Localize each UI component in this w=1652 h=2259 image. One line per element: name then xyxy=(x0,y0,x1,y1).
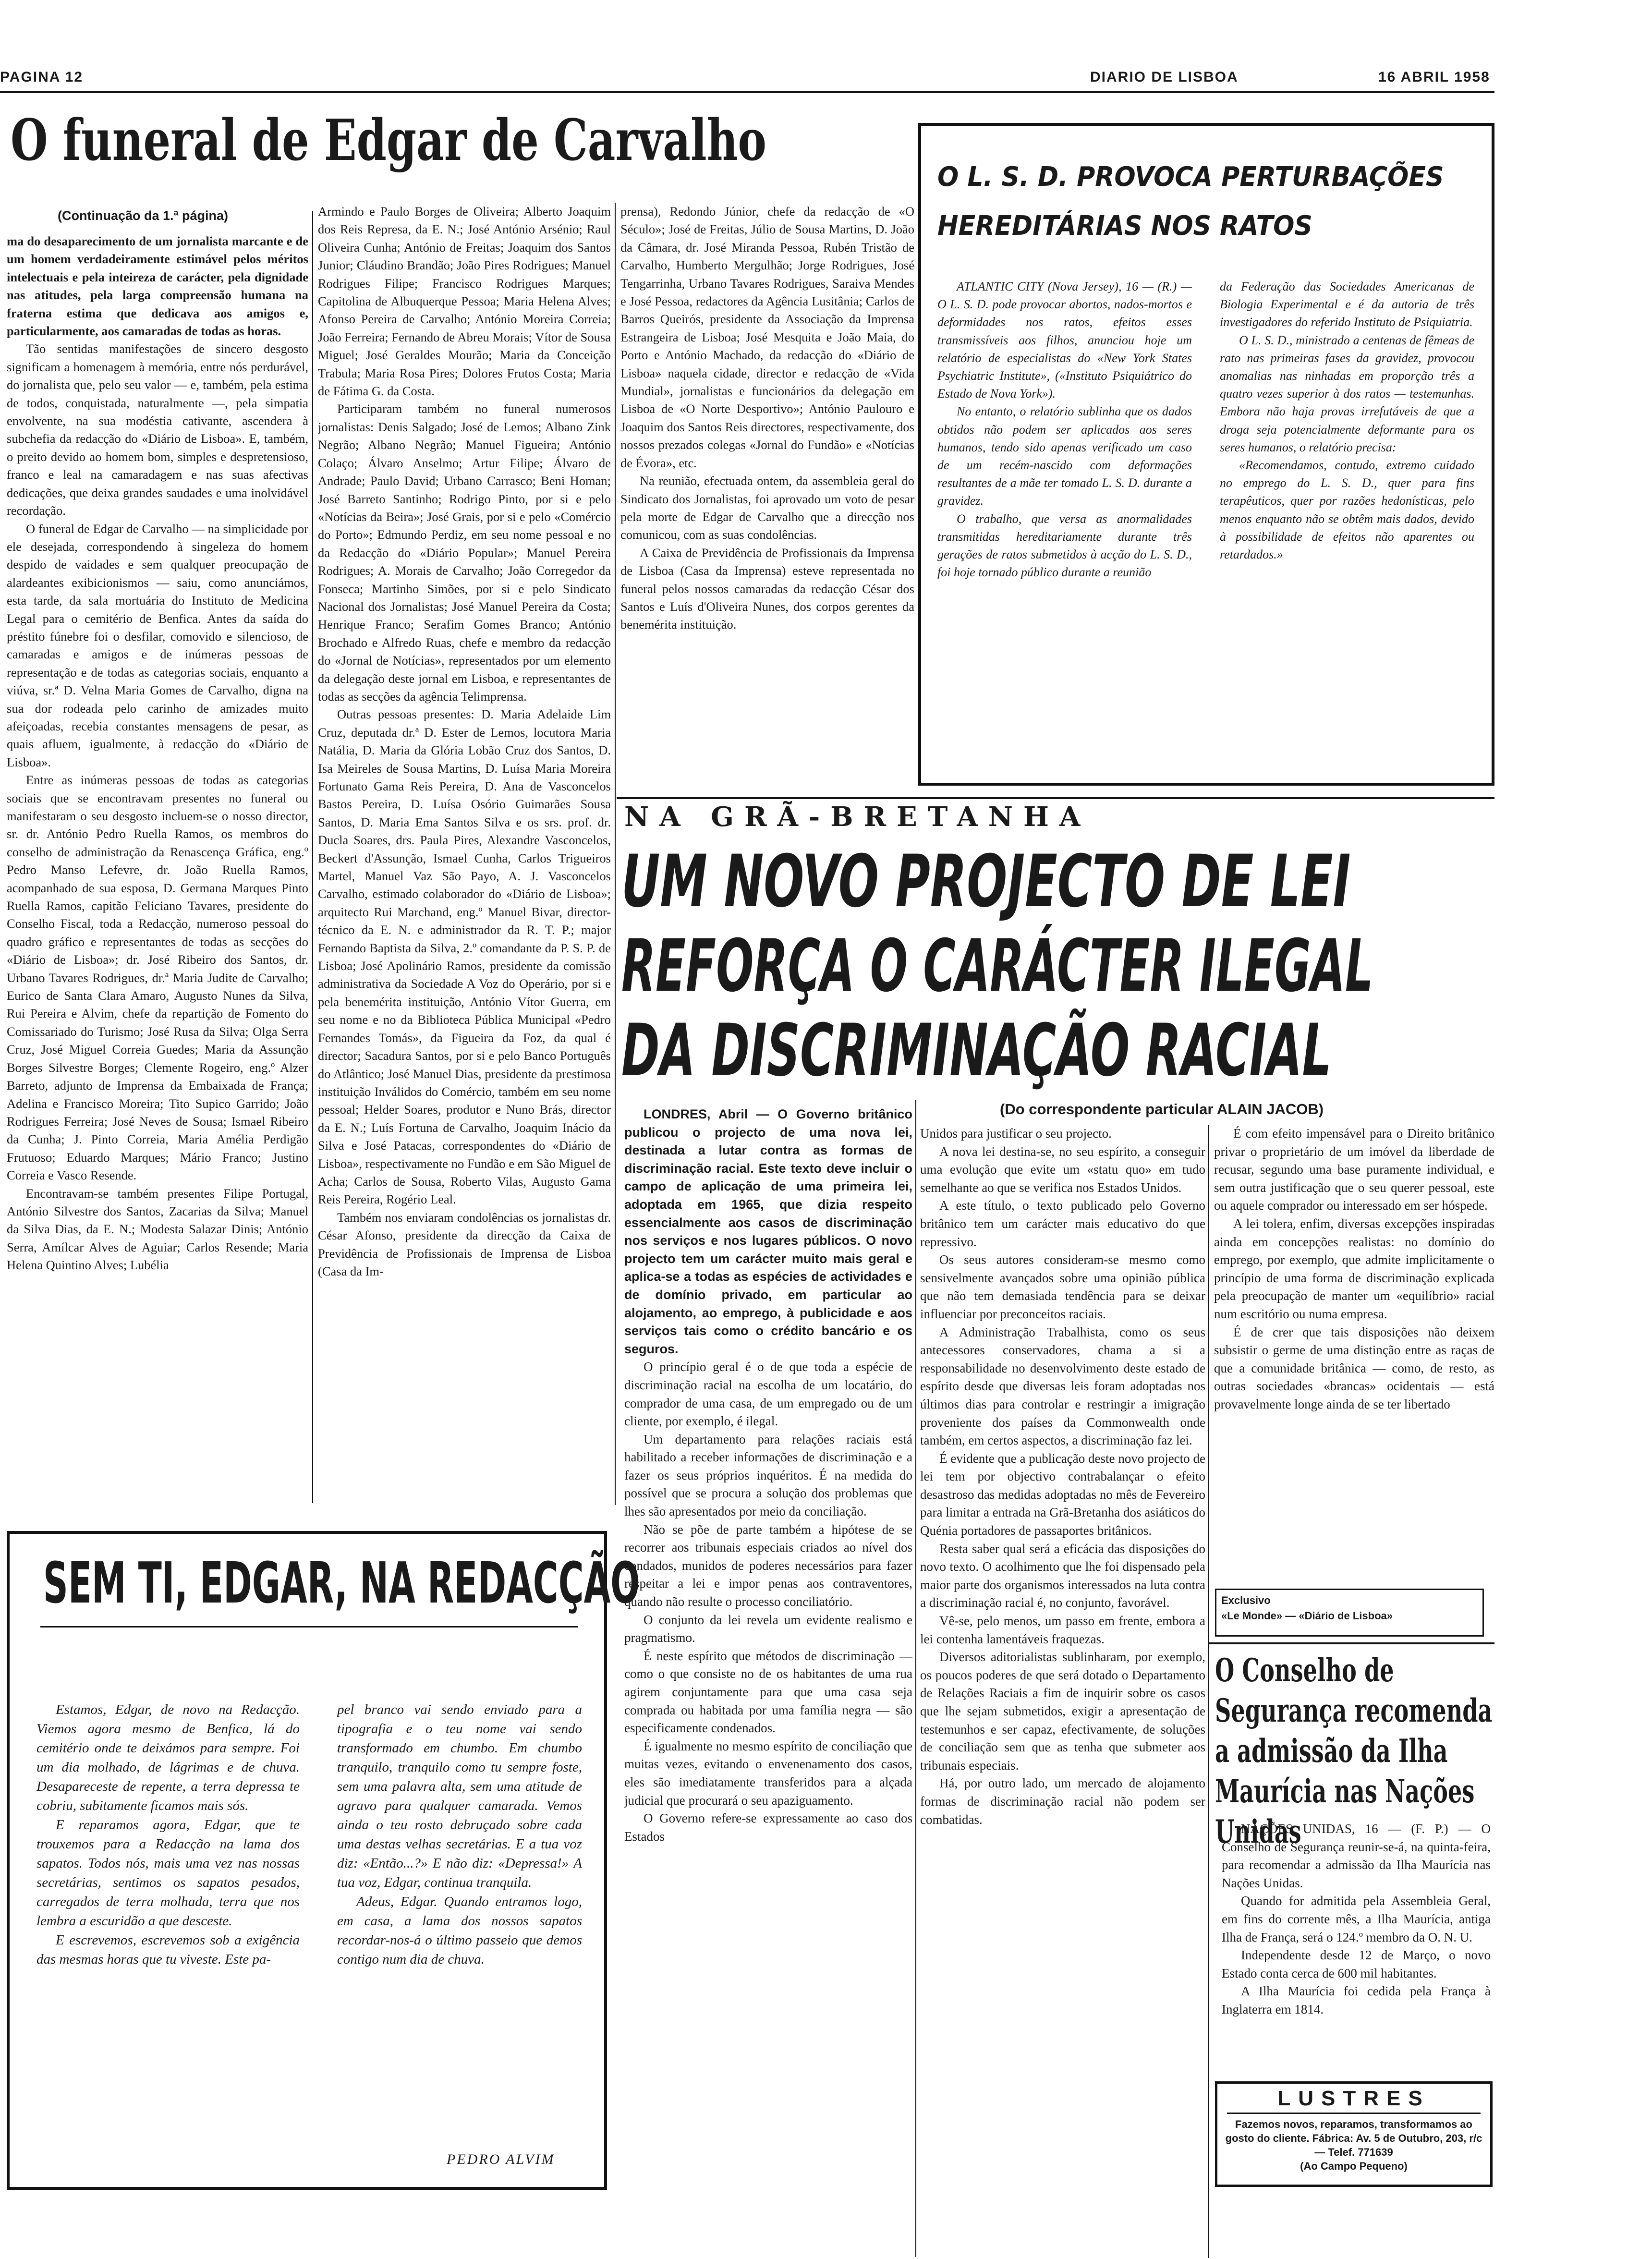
paragraph: Encontravam-se também presentes Filipe Portugal, António Silvestre dos Santos, Zacarias da Silva; Manuel da Silva Dias, da E. N.; Modesta Salazar Dinis; António Serra, Amílcar Alves de Aguiar; Carlos Resende; Maria Helena Quintino Alves; Lubélia xyxy=(7,1186,308,1273)
paragraph: Entre as inúmeras pessoas de todas as categorias sociais que se encontravam presentes no funeral ou manifestaram o seu desgosto incluem-se o nosso director, sr. dr. António Pedro Ruella Ramos, os membros do conselho de administração da Renascença Gráfica, eng.º Pedro Manso Lefevre, dr. João Ruella Ramos, acompanhado de sua esposa, D. Germana Marques Pinto Ruella Ramos, capitão Feliciano Tavares, presidente do Conselho Fiscal, toda a Redacção, numeroso pessoal do quadro gráfico e representantes de todas as secções do «Diário de Lisboa»; dr. José Ribeiro dos Santos, dr. Urbano Tavares Rodrigues, dr.ª Maria Judite de Carvalho; Eurico de Santa Clara Amaro, Augusto Nunes da Silva, Rui Pereira e Alvim, chefe da repartição de Fomento do Comissariado do Turismo; José Rusa da Silva; Olga Serra Cruz, José Miguel Correia Guedes; Maria da Assunção Borges Silvestre Borges; Clemente Rogeiro, eng.º Alzer Barreto, adjunto de Imprensa da Embaixada de França; Adelina e Francisco Moreira; Tito Supico Garrido; João Rodrigues Ferreira; José Neves de Sousa; Ismael Ribeiro da Cunha; J. Pinto Correia, Maria Amélia Perdigão Frutuoso; Eduardo Marques; Mário Franco; Justino Correia e Vasco Resende. xyxy=(7,773,308,1183)
paragraph: Tão sentidas manifestações de sincero desgosto significam a homenagem à memória, entre nós perdurável, do jornalista que, pelo seu valor — e, também, pela estima de todos, conquistada, naturalmente —, pela simpatia envolvente, na sua modéstia cativante, ascendera à subchefia da redacção do «Diário de Lisboa». E, também, o preito devido ao homem bom, simples e despretensioso, franco e leal na camaradagem e nas suas afectivas dedicações, que deixa grandes saudades e uma inolvidável recordação. xyxy=(7,341,308,518)
paragraph: O funeral de Edgar de Carvalho — na simplicidade por ele desejada, correspondendo à singeleza do homem despido de vaidades e sem qualquer preocupação de alardeantes exibicionismos — saiu, como anunciámos, esta tarde, da sala mortuária do Instituto de Medicina Legal para o cemitério de Benfica. Antes da saída do préstito fúnebre foi o desfilar, comovido e silencioso, de camaradas e amigos e de inúmeras pessoas de representação e de todas as categorias sociais, enquanto a viúva, sr.ª D. Velna Maria Gomes de Carvalho, digna na sua dor rodeada pelo carinho de amizades muito afeiçoadas, recebia constantes mensagens de pesar, as quais afluem, igualmente, à redacção do «Diário de Lisboa». xyxy=(7,521,308,769)
exclusivo-box xyxy=(1215,1589,1484,1637)
sem-ti-column-1 xyxy=(36,1700,300,2175)
funeral-column-2 xyxy=(318,203,611,1505)
paragraph: A Administração Trabalhista, como os seus antecessores conservadores, chama a si a responsabilidade no desenvolvimento deste estado de espírito desde que diversas leis foram adoptadas nos últimos dias para controlar e restringir a imigração proveniente dos países da Commonwealth onde também, em certos aspectos, a discriminação faz lei. xyxy=(920,1324,1205,1448)
gb-column-2 xyxy=(920,1125,1205,2258)
lsd-column-1 xyxy=(937,278,1192,772)
paragraph: pel branco vai sendo enviado para a tipografia e o teu nome vai sendo transformado em chumbo. Em chumbo tranquilo, tranquilo como tu sempre foste, sem uma palavra alta, sem uma atitude de agravo para qualquer camarada. Vemos ainda o teu rosto debruçado sobre cada uma destas velhas secretárias. E a tua voz diz: «Então...?» E não diz: «Depressa!» A tua voz, Edgar, continua tranquila. xyxy=(337,1702,582,1890)
paragraph: É evidente que a publicação deste novo projecto de lei tem por objectivo contrabalançar o efeito desastroso das medidas adoptadas no mês de Fevereiro para limitar a entrada na Grã-Bretanha dos asiáticos do Quénia portadores de passaportes britânicos. xyxy=(920,1451,1205,1538)
exclusivo-label: Exclusivo xyxy=(1221,1594,1271,1606)
paragraph: É com efeito impensável para o Direito britânico privar o proprietário de um imóvel da liberdade de recusar, segundo uma base puramente individual, e sem outra justificação que o seu querer pessoal, este ou aquele comprador ou interessado em ser hóspede. xyxy=(1214,1126,1494,1213)
conselho-headline-text: O Conselho de Segurança recomenda a admissão da Ilha Maurícia nas Nações Unidas xyxy=(1215,1652,1493,1850)
paragraph: E escrevemos, escrevemos sob a exigência das mesmas horas que tu viveste. Este pa- xyxy=(36,1932,300,1967)
column-divider xyxy=(915,1100,916,2257)
paragraph: É de crer que tais disposições não deixem subsistir o germe de uma distinção entre as raças de que a comunidade britânica — como, de resto, as outras sociedades «brancas» ocidentais — está provavelmente longe ainda de se ter libertado xyxy=(1214,1324,1494,1411)
ad-rule xyxy=(1227,2113,1481,2114)
section-rule xyxy=(617,797,1494,799)
lustres-title: LUSTRES xyxy=(1277,2087,1430,2110)
paragraph: No entanto, o relatório sublinha que os dados obtidos não podem ser aplicados aos seres humanos, tendo sido apenas verificado um caso de um recém-nascido com deformações resultantes de a mãe ter tomado L. S. D. durante a gravidez. xyxy=(937,404,1192,508)
column-divider xyxy=(312,211,313,1503)
paragraph: O L. S. D., ministrado a centenas de fêmeas de rato nas primeiras fases da gravidez, provocou anomalias nas ninhadas em proporção três a quatro vezes superior à dos ratos — testemunhas. Embora não haja provas irrefutáveis de que a droga seja potencialmente deformante para os seres humanos, o relatório precisa: xyxy=(1220,333,1474,454)
paragraph: ma do desaparecimento de um jornalista marcante e de um homem verdadeiramente estimável pelos méritos intelectuais e pela inteireza de carácter, pela dignidade nas atitudes, pela larga compreensão humana na fraterna estima que dedicava aos amigos e, particularmente, aos camaradas de todas as horas. xyxy=(7,234,308,339)
lsd-headline-line-2: HEREDITÁRIAS NOS RATOS xyxy=(937,210,1312,242)
paragraph: Resta saber qual será a eficácia das disposições do novo texto. O acolhimento que lhe foi dispensado pela maior parte dos organismos interessados na luta contra a discriminação racial é, no conjunto, favorável. xyxy=(920,1541,1205,1610)
column-divider xyxy=(615,203,616,1505)
paragraph: É igualmente no mesmo espírito de conciliação que muitas vezes, evitando o envenenamento dos casos, eles são imediatamente transferidos para a alçada judicial que procurará o seu apaziguamento. xyxy=(624,1738,912,1808)
paragraph: O Governo refere-se expressamente ao caso dos Estados xyxy=(624,1811,912,1844)
paragraph: O trabalho, que versa as anormalidades transmitidas hereditariamente durante três gerações de ratos submetidos à acção do L. S. D., foi hoje tornado público durante a reunião xyxy=(937,511,1192,580)
box-inner-rule xyxy=(40,1626,578,1627)
paragraph: Outras pessoas presentes: D. Maria Adelaide Lim Cruz, deputada dr.ª D. Ester de Lemos, locutora Maria Natália, D. Maria da Glória Lobão Cruz dos Santos, D. Isa Meireles de Sousa Martins, D. Luísa Maria Moreira Fortunato Gama Reis Pereira, D. Ana de Vasconcelos Bastos Pereira, D. Luísa Osório Guimarães Sousa Santos, D. Maria Ema Santos Silva e os srs. prof. dr. Ducla Soares, drs. Paula Pires, Alexandre Vasconcelos, Beckert d'Assunção, Ismael Cunha, Carlos Trigueiros Martel, Manuel Vaz São Payo, A. J. Vasconcelos Carvalho, estimado colaborador do «Diário de Lisboa»; arquitecto Rui Marchand, eng.º Manuel Bivar, director-técnico da E. N. e administrador da R. T. P.; major Fernando Baptista da Silva, 2.º comandante da P. S. P. de Lisboa; José Apolinário Ramos, presidente da comissão administrativa da Sociedade A Voz do Operário, por si e pela benemérita instituição, António Vítor Guerra, em seu nome e no da Biblioteca Pública Municipal «Pedro Fernandes Tomás», da Figueira da Foz, da qual é director; Sacadura Santos, por si e pelo Banco Português do Atlântico; José Manuel Dias, presidente da prestimosa instituição Inválidos do Comércio, também em seu nome pessoal; Helder Soares, produtor e Nuno Brás, director da E. N.; Luís Fortuna de Carvalho, Joaquim Inácio da Silva e José Patacas, correspondentes do «Diário de Lisboa», respectivamente no Fundão e em São Miguel de Acha; Carlos de Sousa, Roberto Vilas, Augusto Gama Reis Pereira, Rogério Leal. xyxy=(318,707,611,1207)
lsd-headline-line-1: O L. S. D. PROVOCA PERTURBAÇÕES xyxy=(937,161,1444,193)
gb-headline-line-1: UM NOVO PROJECTO DE LEI xyxy=(621,840,1351,923)
funeral-column-1 xyxy=(7,232,308,1505)
paragraph: Independente desde 12 de Março, o novo Estado conta cerca de 600 mil habitantes. xyxy=(1222,1948,1491,1980)
sem-ti-edgar-headline: SEM TI, EDGAR, NA REDACÇÃO xyxy=(43,1550,640,1616)
paragraph: Estamos, Edgar, de novo na Redacção. Viemos agora mesmo de Benfica, lá do cemitério onde te deixámos para sempre. Foi um dia molhado, de lágrimas e de chuva. Desapareceste de repente, a terra depressa te cobriu, subitamente ficamos mais sós. xyxy=(36,1702,300,1813)
paragraph: Quando for admitida pela Assembleia Geral, em fins do corrente mês, a Ilha Maurícia, antiga Ilha de França, será o 124.º membro da O. N. U. xyxy=(1222,1894,1491,1944)
paragraph: Vê-se, pelo menos, um passo em frente, embora a lei contenha lamentáveis fraquezas. xyxy=(920,1614,1205,1646)
paragraph: O princípio geral é o de que toda a espécie de discriminação racial na escolha de um locatário, do comprador de uma casa, de um empregado ou de um cliente, por exemplo, é ilegal. xyxy=(624,1360,912,1429)
gb-column-3 xyxy=(1214,1125,1494,1605)
column-divider xyxy=(1208,1125,1209,2258)
paragraph: A lei tolera, enfim, diversas excepções inspiradas ainda em concepções realistas: no domínio do emprego, por exemplo, que admite implicitamente o princípio de uma forma de discriminação explicada pela preocupação de manter um «equilíbrio» racial num escritório ou numa empresa. xyxy=(1214,1216,1494,1321)
paragraph: A Caixa de Previdência de Profissionais da Imprensa de Lisboa (Casa da Imprensa) esteve representada no funeral pelos nossos camaradas da redacção César dos Santos e Luís d'Oliveira Nunes, dos corpos gerentes da benemérita instituição. xyxy=(620,545,914,632)
funeral-headline: O funeral de Edgar de Carvalho xyxy=(11,107,766,173)
gb-column-1 xyxy=(624,1105,912,2258)
paragraph: A este título, o texto publicado pelo Governo britânico tem um carácter mais educativo do que repressivo. xyxy=(920,1198,1205,1249)
paragraph: LONDRES, Abril — O Governo britânico publicou o projecto de uma nova lei, destinada a lutar contra as formas de discriminação racial. Este texto deve incluir o campo de aplicação de uma primeira lei, adoptada em 1965, que dizia respeito essencialmente aos casos de discriminação nos serviços e nos lugares públicos. O novo projecto tem um carácter muito mais geral e aplica-se a todas as espécies de actividades e de domínio privado, em particular ao alojamento, ao emprego, à publicidade e aos serviços tais como o crédito bancário e os seguros. xyxy=(624,1107,912,1356)
gb-headline-line-3: DA DISCRIMINAÇÃO RACIAL xyxy=(621,1009,1332,1093)
paragraph: ATLANTIC CITY (Nova Jersey), 16 — (R.) — O L. S. D. pode provocar abortos, nados-mortos e deformidades nos ratos, efeitos esses transmissíveis aos filhos, anunciou hoje um relatório de especialistas do «New York States Psychiatric Institute», («Instituto Psiquiátrico do Estado de Nova York»). xyxy=(937,279,1192,401)
lustres-note: (Ao Campo Pequeno) xyxy=(1300,2160,1408,2172)
paragraph: Unidos para justificar o seu projecto. xyxy=(920,1126,1112,1141)
paragraph: Há, por outro lado, um mercado de alojamento formas de discriminação racial não podem ser combatidas. xyxy=(920,1776,1205,1827)
paragraph: Diversos aditorialistas sublinharam, por exemplo, os poucos poderes de que será dotado o Departamento de Relações Raciais a fim de inquirir sobre os casos que lhe sejam submetidos, exigir a apresentação de testemunhos e ser capaz, efectivamente, de soluções de conciliação sem que as tenha que submeter aos tribunais especiais. xyxy=(920,1650,1205,1773)
paragraph: Participaram também no funeral numerosos jornalistas: Denis Salgado; José de Lemos; Albano Zink Negrão; Albano Negrão; Manuel Figueira; António Colaço; Álvaro Anselmo; Artur Filipe; Álvaro de Andrade; Paulo David; Urbano Carrasco; Beni Homan; José Barreto Santinho; Rodrigo Pinto, por si e pelo «Notícias da Beira»; José Grais, por si e pelo «Comércio do Porto»; Edmundo Perdiz, em seu nome pessoal e no da Redacção do «Diário Popular»; Manuel Pereira Rodrigues; A. Morais de Carvalho; João Corregedor da Fonseca; Martinho Simões, por si e pelo Sindicato Nacional dos Jornalistas; José Manuel Pereira da Costa; Henrique Franco; Serafim Gomes Branco; António Brochado e Alfredo Ruas, chefe e membro da redacção do «Jornal de Notícias», representados por um elemento da delegação deste jornal em Lisboa, e representantes de todas as secções da agência Telimprensa. xyxy=(318,401,611,704)
funeral-continuation: (Continuação da 1.ª página) xyxy=(58,208,229,223)
paragraph: A nova lei destina-se, no seu espírito, a conseguir uma evolução que evite um «statu quo» em tudo semelhante ao que se verifica nos Estados Unidos. xyxy=(920,1144,1205,1195)
lustres-text: Fazemos novos, reparamos, transformamos ao gosto do cliente. Fábrica: Av. 5 de Outubro, 203, r/c — Telef. 771639 xyxy=(1225,2118,1482,2158)
conselho-body xyxy=(1222,1820,1491,2075)
paragraph: É neste espírito que métodos de discriminação — como o que consiste no de os habitantes de uma rua agirem conjuntamente para que uma casa seja comprada ou habitada por uma família negra — são especificamente condenados. xyxy=(624,1648,912,1736)
issue-date: 16 ABRIL 1958 xyxy=(1378,69,1490,85)
paragraph: Um departamento para relações raciais está habilitado a receber informações de discriminação e a fazer os seus próprios inquéritos. É na medida do possível que se procura a solução dos problemas que lhes são apresentados por meio da conciliação. xyxy=(624,1432,912,1519)
paragraph: Também nos enviaram condolências os jornalistas dr. César Afonso, presidente da direcção da Caixa de Previdência de Profissionais de Imprensa de Lisboa (Casa da Im- xyxy=(318,1210,611,1278)
paragraph: Na reunião, efectuada ontem, da assembleia geral do Sindicato dos Jornalistas, foi aprovado um voto de pesar pela morte de Edgar de Carvalho que a direcção nos comunicou, com as suas condolências. xyxy=(620,474,914,542)
paragraph: O conjunto da lei revela um evidente realismo e pragmatismo. xyxy=(624,1612,912,1645)
gb-byline: (Do correspondente particular ALAIN JACOB) xyxy=(1000,1101,1324,1117)
section-rule xyxy=(1209,1642,1494,1644)
gb-kicker: NA GRÃ-BRETANHA xyxy=(624,801,1091,833)
paragraph: A Ilha Maurícia foi cedida pela França à Inglaterra em 1814. xyxy=(1222,1984,1491,2016)
paragraph: prensa), Redondo Júnior, chefe da redacção de «O Século»; José de Freitas, Júlio de Sousa Martins, D. João da Câmara, dr. José Miranda Pessoa, Rubén Tristão de Carvalho, Humberto Mergulhão; Jorge Rodrigues, José Tengarrinha, Urbano Tavares Rodrigues, Saraiva Mendes e José Pessoa, redactores da Agência Lusitânia; Carlos de Barros Queirós, presidente da Associação da Imprensa Estrangeira de Lisboa; José Mesquita e João Maia, do Porto e António Machado, da redacção do «Diário de Lisboa» naquela cidade, director e redacção de «Vida Mundial», jornalistas e funcionários da delegação em Lisboa de «O Norte Desportivo»; António Paulouro e Joaquim dos Santos Reis directores, respectivamente, dos nossos prezados colegas «Jornal do Fundão» e «Notícias de Évora», etc. xyxy=(620,204,914,470)
exclusivo-credit: «Le Monde» — «Diário de Lisboa» xyxy=(1221,1610,1393,1622)
sem-ti-column-2 xyxy=(337,1700,582,2132)
page-number: PAGINA 12 xyxy=(0,69,84,85)
sem-ti-signature: PEDRO ALVIM xyxy=(447,2151,555,2167)
header-rule xyxy=(0,91,1494,93)
newspaper-name: DIARIO DE LISBOA xyxy=(1090,69,1239,85)
paragraph: Adeus, Edgar. Quando entramos logo, em casa, a lama dos nossos sapatos recordar-nos-á o último passeio que demos contigo num dia de chuva. xyxy=(337,1894,582,1967)
paragraph: «Recomendamos, contudo, extremo cuidado no emprego do L. S. D., quer para fins terapêuticos, quer por razões hedonísticas, pelo menos enquanto não se obtêm mais dados, devido à possibilidade de efeitos não aparentes ou retardados.» xyxy=(1220,458,1474,562)
paragraph: E reparamos agora, Edgar, que te trouxemos para a Redacção na lama dos sapatos. Todos nós, mais uma vez nas nossas secretárias, sentimos os sapatos pesados, carregados de terra molhada, terra que nos lembra a escuridão a que desceste. xyxy=(36,1817,300,1929)
paragraph: da Federação das Sociedades Americanas de Biologia Experimental e é da autoria de três investigadores do referido Instituto de Psiquiatria. xyxy=(1220,279,1474,329)
paragraph: Não se põe de parte também a hipótese de se recorrer aos tribunais especiais criados ao nível dos condados, munidos de poderes necessários para fazer respeitar a lei e impor penas aos contraventores, quando não resulte o processo conciliatório. xyxy=(624,1522,912,1609)
paragraph: Os seus autores consideram-se mesmo como sensivelmente avançados sobre uma opinião pública que não tem demasiada tendência para se deixar influenciar por preconceitos raciais. xyxy=(920,1252,1205,1321)
lustres-advertisement xyxy=(1215,2081,1493,2187)
funeral-column-3 xyxy=(620,203,914,785)
paragraph: NAÇÕES UNIDAS, 16 — (F. P.) — O Conselho de Segurança reunir-se-á, na quinta-feira, para recomendar a admissão da Ilha Maurícia nas Nações Unidas. xyxy=(1222,1822,1491,1890)
lsd-column-2 xyxy=(1220,278,1474,772)
gb-headline-line-2: REFORÇA O CARÁCTER ILEGAL xyxy=(621,924,1373,1008)
paragraph: Armindo e Paulo Borges de Oliveira; Alberto Joaquim dos Reis Represa, da E. N.; José António Arsénio; Raul Oliveira Cunha; António de Freitas; Joaquim dos Santos Junior; Cláudino Brandão; João Pires Rodrigues; Manuel Rodrigues Filipe; Francisco Rodrigues Marques; Capitolina de Albuquerque Pessoa; Maria Helena Alves; Afonso Pereira de Carvalho; António Moreira Correia; João Ferreira; Fernando de Abreu Morais; Vítor de Sousa Miguel; José Geraldes Mourão; Maria da Conceição Trabula; Maria Rosa Pires; Dolores Frutos Costa; Maria de Fátima G. da Costa. xyxy=(318,204,611,399)
